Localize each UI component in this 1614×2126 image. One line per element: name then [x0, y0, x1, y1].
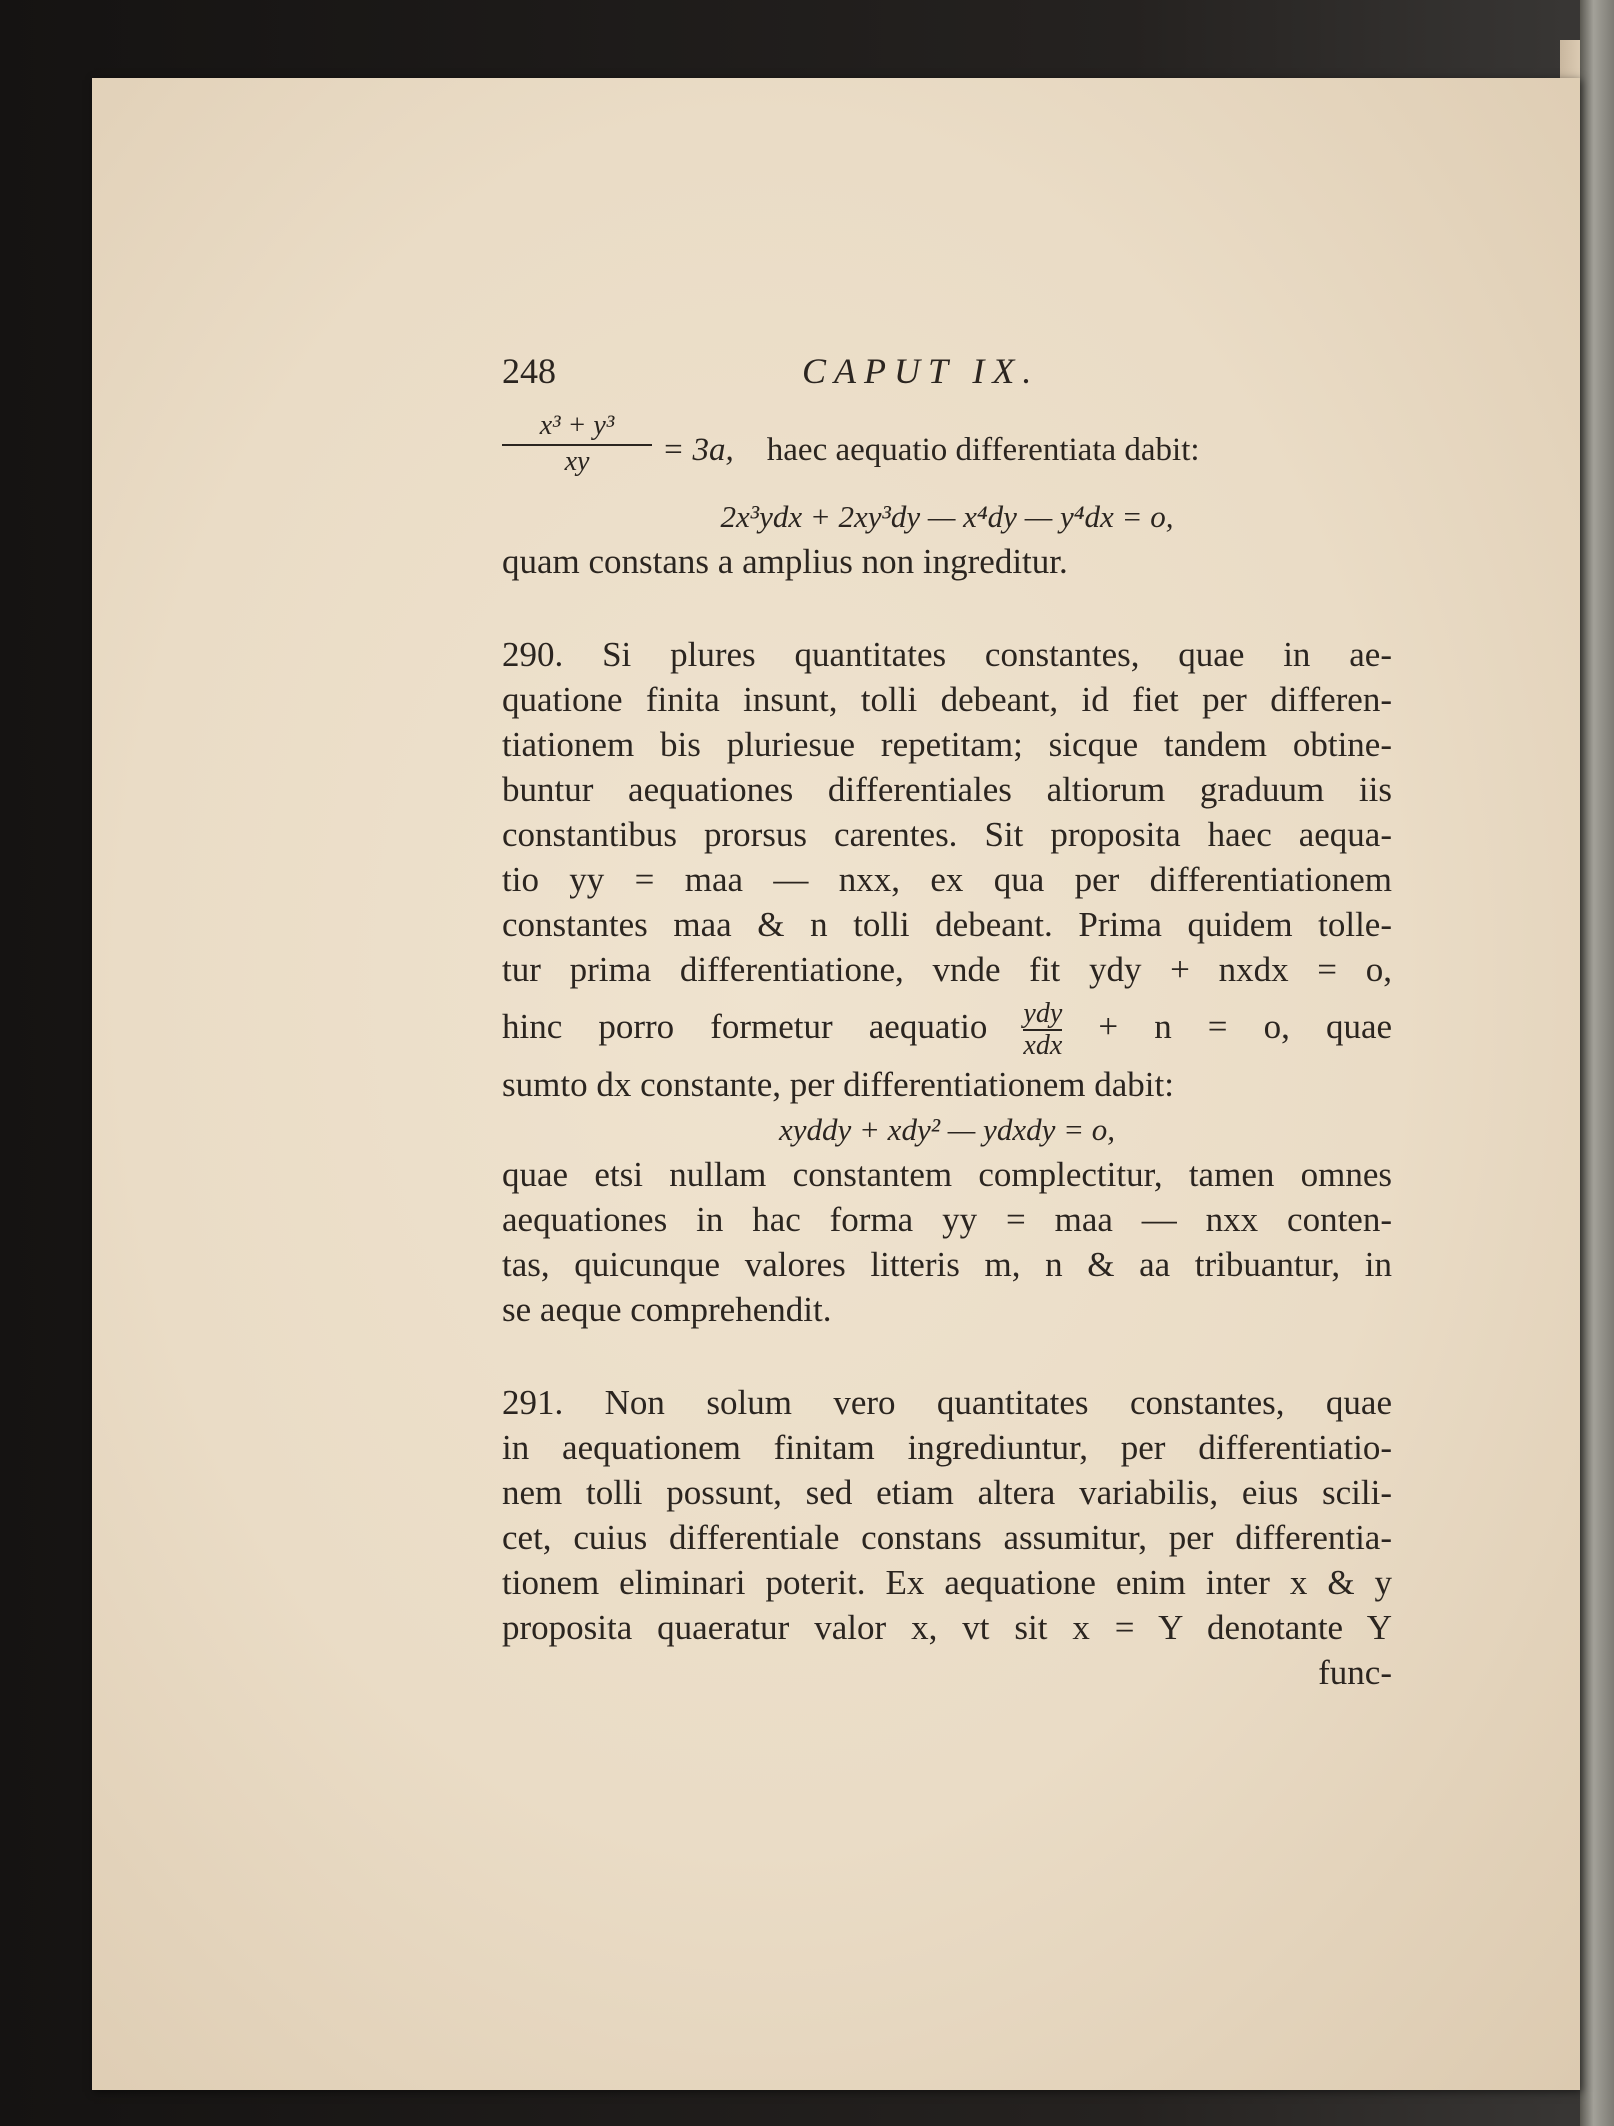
text-line: constantes maa & n tolli debeant. Prima quidem tolle- — [502, 905, 1392, 944]
text-line: sumto dx constante, per differentiationem dabit: — [502, 1065, 1174, 1104]
text-line: 290. Si plures quantitates constantes, quae in ae- — [502, 635, 1392, 674]
fraction-denominator: xy — [564, 446, 590, 477]
fraction-equation — [502, 410, 1392, 494]
equation-line: xyddy + xdy² — ydxdy = o, — [778, 1112, 1116, 1147]
text-line: tio yy = maa — nxx, ex qua per differentiationem — [502, 860, 1392, 899]
text-fragment: + n = o, quae — [1098, 1007, 1393, 1046]
book-page — [92, 78, 1580, 2090]
running-header — [502, 350, 1392, 410]
inline-fraction — [1023, 999, 1062, 1061]
equation-line: 2x³ydx + 2xy³dy — x⁴dy — y⁴dx = o, — [720, 499, 1174, 534]
page-text — [502, 350, 1392, 1695]
text-line: proposita quaeratur valor x, vt sit x = Y denotante Y — [502, 1608, 1392, 1647]
text-line: aequationes in hac forma yy = maa — nxx conten- — [502, 1200, 1392, 1239]
fraction-numerator: x³ + y³ — [502, 410, 652, 446]
equation-text: haec aequatio differentiata dabit: — [766, 432, 1200, 468]
text-line: quam constans a amplius non ingreditur. — [502, 542, 1068, 581]
text-line: 291. Non solum vero quantitates constantes, quae — [502, 1383, 1392, 1422]
page-number: 248 — [502, 351, 556, 391]
book-edge — [1580, 0, 1614, 2126]
text-line: quae etsi nullam constantem complectitur, tamen omnes — [502, 1155, 1392, 1194]
running-title: CAPUT IX. — [802, 351, 1040, 391]
text-line: tas, quicunque valores litteris m, n & aa tribuantur, in — [502, 1245, 1392, 1284]
fraction-text-line — [502, 992, 1392, 1062]
text-line: cet, cuius differentiale constans assumitur, per differentia- — [502, 1518, 1392, 1557]
text-line: constantibus prorsus carentes. Sit proposita haec aequa- — [502, 815, 1392, 854]
fraction-numerator: ydy — [1023, 997, 1063, 1029]
text-line: tionem eliminari poterit. Ex aequatione enim inter x & y — [502, 1563, 1392, 1602]
text-fragment: hinc porro formetur aequatio — [502, 1007, 988, 1046]
text-line: quatione finita insunt, tolli debeant, id fiet per differen- — [502, 680, 1392, 719]
text-line: buntur aequationes differentiales altiorum graduum iis — [502, 770, 1392, 809]
equation-continuation — [662, 432, 1392, 469]
catchword: func- — [1318, 1653, 1392, 1692]
text-line: tur prima differentiatione, vnde fit ydy + nxdx = o, — [502, 950, 1392, 989]
fraction — [502, 410, 652, 478]
equation-rhs: = 3a, — [662, 432, 734, 468]
text-line: in aequationem finitam ingrediuntur, per differentiatio- — [502, 1428, 1392, 1467]
text-line: tiationem bis pluriesue repetitam; sicque tandem obtine- — [502, 725, 1392, 764]
fraction-denominator: xdx — [1023, 1029, 1063, 1061]
text-line: se aeque comprehendit. — [502, 1290, 832, 1329]
text-line: nem tolli possunt, sed etiam altera variabilis, eius scili- — [502, 1473, 1392, 1512]
